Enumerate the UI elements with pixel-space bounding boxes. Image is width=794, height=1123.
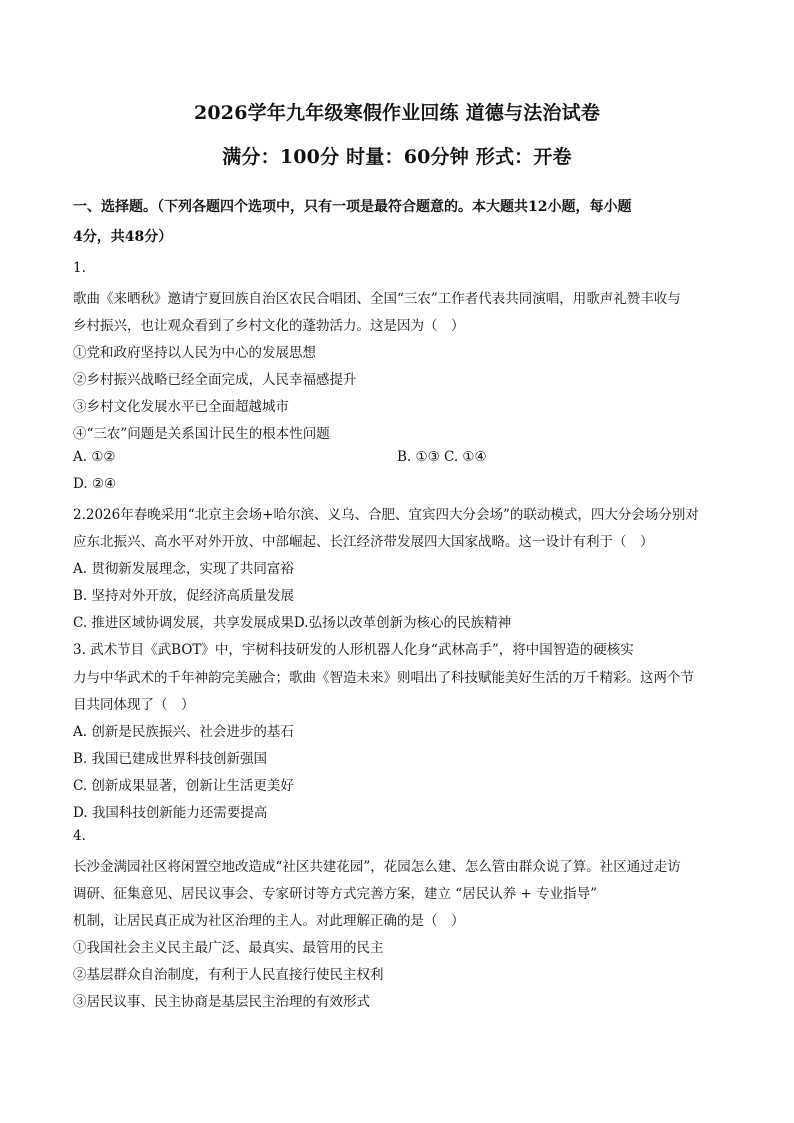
question-1-stem-line1: 歌曲《来晒秋》邀请宁夏回族自治区农民合唱团、全国“三农”工作者代表共同演唱，用歌声礼赞丰收与 <box>73 291 681 307</box>
section-heading-line1: 一、选择题。（下列各题四个选项中，只有一项是最符合题意的。本大题共12小题，每小题 <box>73 199 632 215</box>
question-3-stem-line3: 目共同体现了（ ） <box>73 697 195 713</box>
question-3-option: C. 创新成果显著，创新让生活更美好 <box>73 778 294 794</box>
question-3-option: B. 我国已建成世界科技创新强国 <box>73 751 268 767</box>
question-4-statement: ③居民议事、民主协商是基层民主治理的有效形式 <box>73 994 370 1010</box>
question-3-stem-line2: 力与中华武术的千年神韵完美融合；歌曲《智造未来》则唱出了科技赋能美好生活的万千精彩。这两个节 <box>73 670 694 686</box>
section-heading-line2: 4分，共48分） <box>73 229 173 245</box>
question-2-stem-line1: 2.2026年春晚采用“北京主会场+哈尔滨、义乌、合肥、宜宾四大分会场”的联动模式，四大分会场分别对 <box>73 507 699 523</box>
question-4-statement: ②基层群众自治制度，有利于人民直接行使民主权利 <box>73 967 384 983</box>
question-4-stem-line2: 调研、征集意见、居民议事会、专家研讨等方式完善方案，建立 “居民认养 + 专业指导” <box>73 886 597 902</box>
question-2-option: B. 坚持对外开放，促经济高质量发展 <box>73 588 295 604</box>
question-3-stem-line1: 3. 武术节目《武BOT》中，宇树科技研发的人形机器人化身“武林高手”，将中国智造的硬核实 <box>73 642 634 658</box>
question-1-option-d: D. ②④ <box>73 476 117 492</box>
question-2-option: A. 贯彻新发展理念，实现了共同富裕 <box>73 561 294 577</box>
question-1-number: 1. <box>73 260 86 276</box>
question-3-option: A. 创新是民族振兴、社会进步的基石 <box>73 724 294 740</box>
question-3-option: D. 我国科技创新能力还需要提高 <box>73 805 268 821</box>
question-1-statement: ③乡村文化发展水平已全面超越城市 <box>73 399 289 415</box>
question-1-option-bc: B. ①③ C. ①④ <box>397 449 487 465</box>
question-4-stem-line3: 机制，让居民真正成为社区治理的主人。对此理解正确的是（ ） <box>73 913 465 929</box>
exam-subtitle: 满分：100分 时量：60分钟 形式：开卷 <box>222 146 572 168</box>
question-1-statement: ①党和政府坚持以人民为中心的发展思想 <box>73 345 316 361</box>
question-4-stem-line1: 长沙金满园社区将闲置空地改造成“社区共建花园”，花园怎么建、怎么管由群众说了算。社区通过走访 <box>73 859 681 875</box>
question-1-statement: ②乡村振兴战略已经全面完成，人民幸福感提升 <box>73 372 357 388</box>
question-2-option: C. 推进区域协调发展，共享发展成果D.弘扬以改革创新为核心的民族精神 <box>73 615 512 631</box>
exam-title: 2026学年九年级寒假作业回练 道德与法治试卷 <box>193 102 601 124</box>
question-4-statement: ①我国社会主义民主最广泛、最真实、最管用的民主 <box>73 940 384 956</box>
question-2-stem-line2: 应东北振兴、高水平对外开放、中部崛起、长江经济带发展四大国家战略。这一设计有利于（ ） <box>73 534 654 550</box>
question-1-option-a: A. ①② <box>73 449 116 465</box>
question-1-stem-line2: 乡村振兴，也让观众看到了乡村文化的蓬勃活力。这是因为（ ） <box>73 318 465 334</box>
question-1-statement: ④“三农”问题是关系国计民生的根本性问题 <box>73 426 330 442</box>
question-4-number: 4. <box>73 828 86 844</box>
